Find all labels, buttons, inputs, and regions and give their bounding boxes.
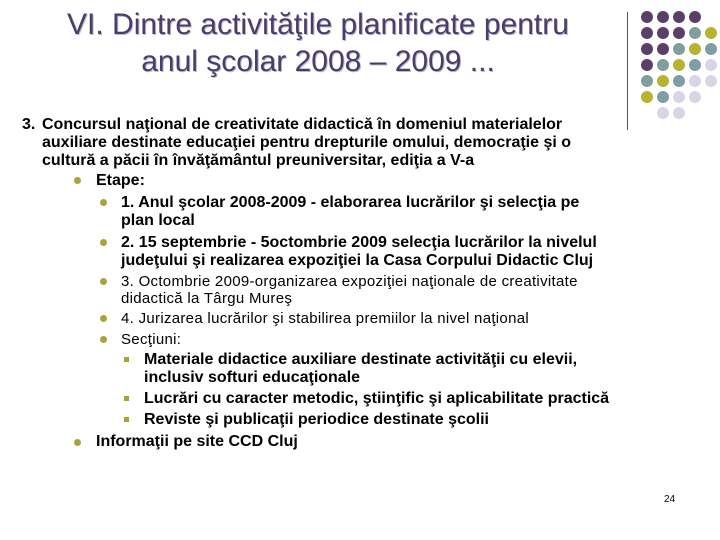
dot-olive [657,75,669,87]
sectiune-1-line-2: inclusiv softuri educaţionale [144,369,361,386]
dot-teal [689,27,701,39]
dot-lavender [673,91,685,103]
dot-lavender [705,59,717,71]
bullet-dot [100,278,107,285]
bullet-dot [74,177,81,184]
dot-teal [689,59,701,71]
dot-olive [673,59,685,71]
bullet-dot [74,439,81,446]
item-number: 3. [22,116,36,133]
dot-teal [705,43,717,55]
page-number: 24 [664,494,676,505]
etape-label: Etape: [96,172,145,189]
etapa-4-line-1: 4. Jurizarea lucrărilor şi stabilirea premiilor la nivel naţional [121,310,529,327]
etapa-3-line-2: didactică la Târgu Mureş [121,290,293,307]
info-line: Informaţii pe site CCD Cluj [96,433,298,450]
dot-teal [641,75,653,87]
dot-purple [641,11,653,23]
title-line-1: VI. Dintre activităţile planificate pentru [67,8,569,41]
etapa-2-line-1: 2. 15 septembrie - 5octombrie 2009 selecţia lucrărilor la nivelul [121,234,597,251]
dot-lavender [673,107,685,119]
etapa-1-line-2: plan local [121,212,195,229]
item-line-3: cultură a păcii în învăţământul preuniversitar, ediţia a V-a [42,152,475,169]
dot-purple [641,43,653,55]
dot-purple [657,27,669,39]
title-line-2: anul şcolar 2008 – 2009 ... [141,45,495,78]
dot-purple [689,11,701,23]
etapa-2-line-2: judeţului şi realizarea expoziţiei la Casa Corpului Didactic Cluj [121,252,594,269]
sectiune-2-line-1: Lucrări cu caracter metodic, ştiinţific şi aplicabilitate practică [144,390,610,407]
item-line-1: Concursul naţional de creativitate didactică în domeniul materialelor [42,116,563,133]
dot-teal [673,43,685,55]
dot-lavender [657,107,669,119]
dot-lavender [689,91,701,103]
dot-purple [641,27,653,39]
dot-purple [673,11,685,23]
dot-olive [641,91,653,103]
slide-title [18,6,618,80]
item-line-2: auxiliare destinate educaţiei pentru drepturile omului, democraţie şi o [42,134,572,151]
dot-purple [657,11,669,23]
sectiune-1-line-1: Materiale didactice auxiliare destinate activităţii cu elevii, [144,351,578,368]
dot-teal [657,91,669,103]
bullet-dot [100,315,107,322]
dot-teal [673,75,685,87]
dot-purple [657,43,669,55]
etapa-1-line-1: 1. Anul şcolar 2008-2009 - elaborarea lucrărilor şi selecţia pe [121,194,580,211]
dot-olive [689,43,701,55]
dot-purple [641,59,653,71]
dot-olive [705,27,717,39]
etapa-3-line-1: 3. Octombrie 2009-organizarea expoziţiei naţionale de creativitate [121,273,578,290]
bullet-square [124,396,129,401]
bullet-dot [100,239,107,246]
sectiuni-label: Secţiuni: [121,331,182,348]
dot-lavender [689,75,701,87]
bullet-dot [100,336,107,343]
sectiune-3-line-1: Reviste şi publicaţii periodice destinate şcolii [144,411,489,428]
bullet-square [124,417,129,422]
title-divider [627,12,628,130]
decorative-dot-grid [641,11,720,123]
bullet-square [124,357,129,362]
dot-teal [657,59,669,71]
dot-lavender [705,75,717,87]
dot-purple [673,27,685,39]
bullet-dot [100,199,107,206]
